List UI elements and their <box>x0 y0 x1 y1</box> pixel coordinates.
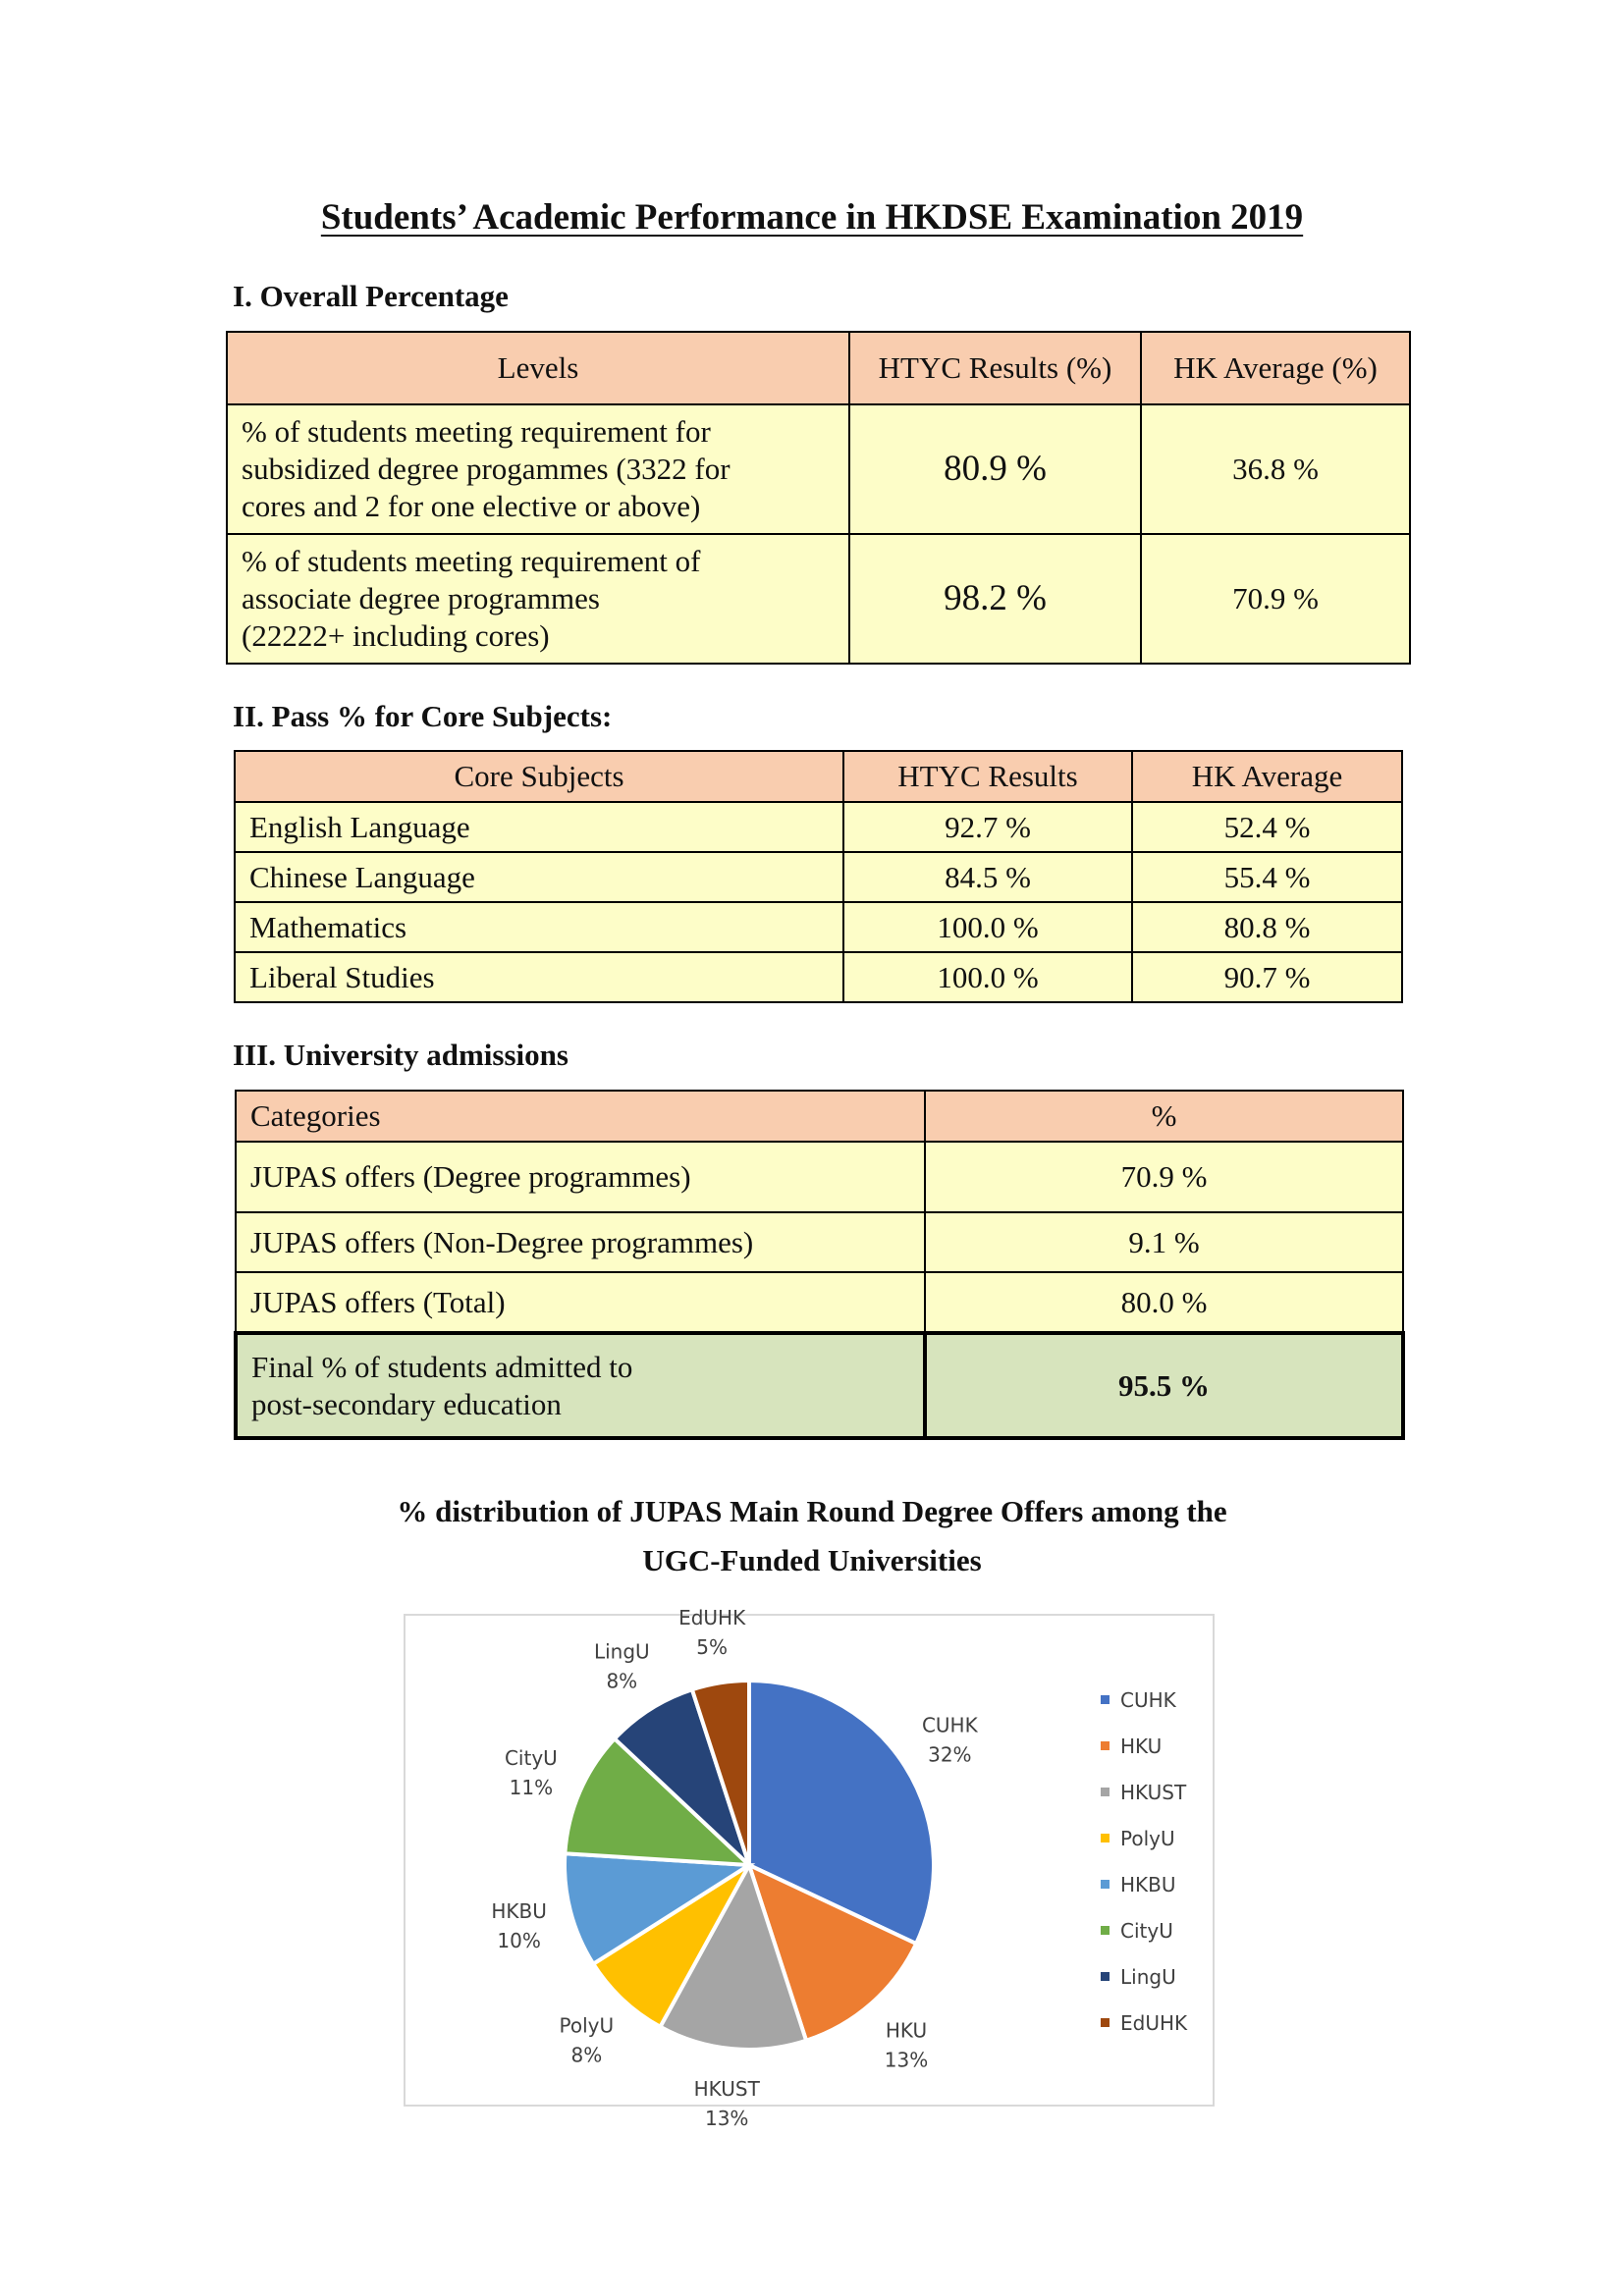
legend-swatch-cuhk <box>1101 1695 1110 1704</box>
data-label-hkust: HKUST 13% <box>693 2076 760 2130</box>
data-label-hku: HKU 13% <box>884 2018 929 2072</box>
final-label: Final % of students admitted to post-secondary education <box>236 1333 925 1438</box>
subject-name: English Language <box>235 802 843 852</box>
header-htyc-results: HTYC Results <box>843 751 1132 802</box>
category-value: 9.1 % <box>925 1212 1403 1272</box>
table-row <box>236 1142 1403 1212</box>
header-levels: Levels <box>227 332 849 404</box>
hk-degree-value: 36.8 % <box>1141 404 1410 534</box>
header-hk-average: HK Average <box>1132 751 1402 802</box>
data-label-polyu: PolyU 8% <box>559 2013 615 2067</box>
legend-swatch-lingu <box>1101 1972 1110 1981</box>
header-htyc-results: HTYC Results (%) <box>849 332 1141 404</box>
hk-value: 52.4 % <box>1132 802 1402 852</box>
category-name: JUPAS offers (Degree programmes) <box>236 1142 925 1212</box>
data-label-lingu: LingU 8% <box>593 1639 650 1693</box>
level-associate-label: % of students meeting requirement of associate degree programmes (22222+ including cores) <box>227 534 849 664</box>
table-row <box>236 1212 1403 1272</box>
data-label-cuhk: CUHK 32% <box>921 1713 978 1767</box>
hk-value: 90.7 % <box>1132 952 1402 1002</box>
subject-name: Liberal Studies <box>235 952 843 1002</box>
htyc-value: 100.0 % <box>843 902 1132 952</box>
legend-label-cityu: CityU <box>1120 1919 1173 1943</box>
hk-value: 55.4 % <box>1132 852 1402 902</box>
htyc-value: 84.5 % <box>843 852 1132 902</box>
legend-swatch-cityu <box>1101 1926 1110 1935</box>
legend-label-eduhk: EdUHK <box>1120 2011 1188 2035</box>
category-name: JUPAS offers (Non-Degree programmes) <box>236 1212 925 1272</box>
legend-label-lingu: LingU <box>1120 1965 1176 1989</box>
htyc-value: 100.0 % <box>843 952 1132 1002</box>
level-degree-label: % of students meeting requirement for subsidized degree progammes (3322 for cores and 2 for one elective or above) <box>227 404 849 534</box>
data-label-cityu: CityU 11% <box>504 1745 558 1799</box>
category-value: 80.0 % <box>925 1272 1403 1333</box>
pie-chart <box>406 1605 1213 2130</box>
subject-name: Chinese Language <box>235 852 843 902</box>
htyc-value: 92.7 % <box>843 802 1132 852</box>
university-admissions-table <box>234 1090 1405 1440</box>
chart-title: % distribution of JUPAS Main Round Degree Offers among the UGC-Funded Universities <box>397 1494 1227 1577</box>
hk-associate-value: 70.9 % <box>1141 534 1410 664</box>
data-label-eduhk: EdUHK 5% <box>678 1605 746 1659</box>
core-subjects-table <box>234 750 1403 1003</box>
htyc-degree-value: 80.9 % <box>849 404 1141 534</box>
legend-label-cuhk: CUHK <box>1120 1688 1176 1712</box>
header-hk-average: HK Average (%) <box>1141 332 1410 404</box>
table-row <box>236 1272 1403 1333</box>
htyc-associate-value: 98.2 % <box>849 534 1141 664</box>
legend-swatch-polyu <box>1101 1834 1110 1842</box>
category-name: JUPAS offers (Total) <box>236 1272 925 1333</box>
legend-swatch-hkust <box>1101 1788 1110 1796</box>
table-row <box>235 852 1402 902</box>
legend-label-polyu: PolyU <box>1120 1827 1175 1850</box>
legend-swatch-hkbu <box>1101 1880 1110 1889</box>
table-row <box>235 902 1402 952</box>
section-heading-core-subjects: II. Pass % for Core Subjects: <box>233 699 613 733</box>
section-heading-university-admissions: III. University admissions <box>233 1038 568 1072</box>
pie-chart-container <box>404 1605 1215 2130</box>
overall-percentage-table <box>226 331 1411 665</box>
hk-value: 80.8 % <box>1132 902 1402 952</box>
header-categories: Categories <box>236 1091 925 1142</box>
legend-label-hkust: HKUST <box>1120 1781 1187 1804</box>
table-row <box>235 802 1402 852</box>
section-heading-overall: I. Overall Percentage <box>233 279 509 313</box>
page-title: Students’ Academic Performance in HKDSE Examination 2019 <box>320 197 1304 238</box>
data-label-hkbu: HKBU 10% <box>491 1899 547 1953</box>
legend-swatch-hku <box>1101 1741 1110 1750</box>
final-value: 95.5 % <box>925 1333 1403 1438</box>
legend-swatch-eduhk <box>1101 2018 1110 2027</box>
table-row <box>235 952 1402 1002</box>
subject-name: Mathematics <box>235 902 843 952</box>
final-row <box>236 1333 1403 1438</box>
legend-label-hku: HKU <box>1120 1735 1163 1758</box>
category-value: 70.9 % <box>925 1142 1403 1212</box>
header-core-subjects: Core Subjects <box>235 751 843 802</box>
header-percent: % <box>925 1091 1403 1142</box>
legend-label-hkbu: HKBU <box>1120 1873 1176 1896</box>
